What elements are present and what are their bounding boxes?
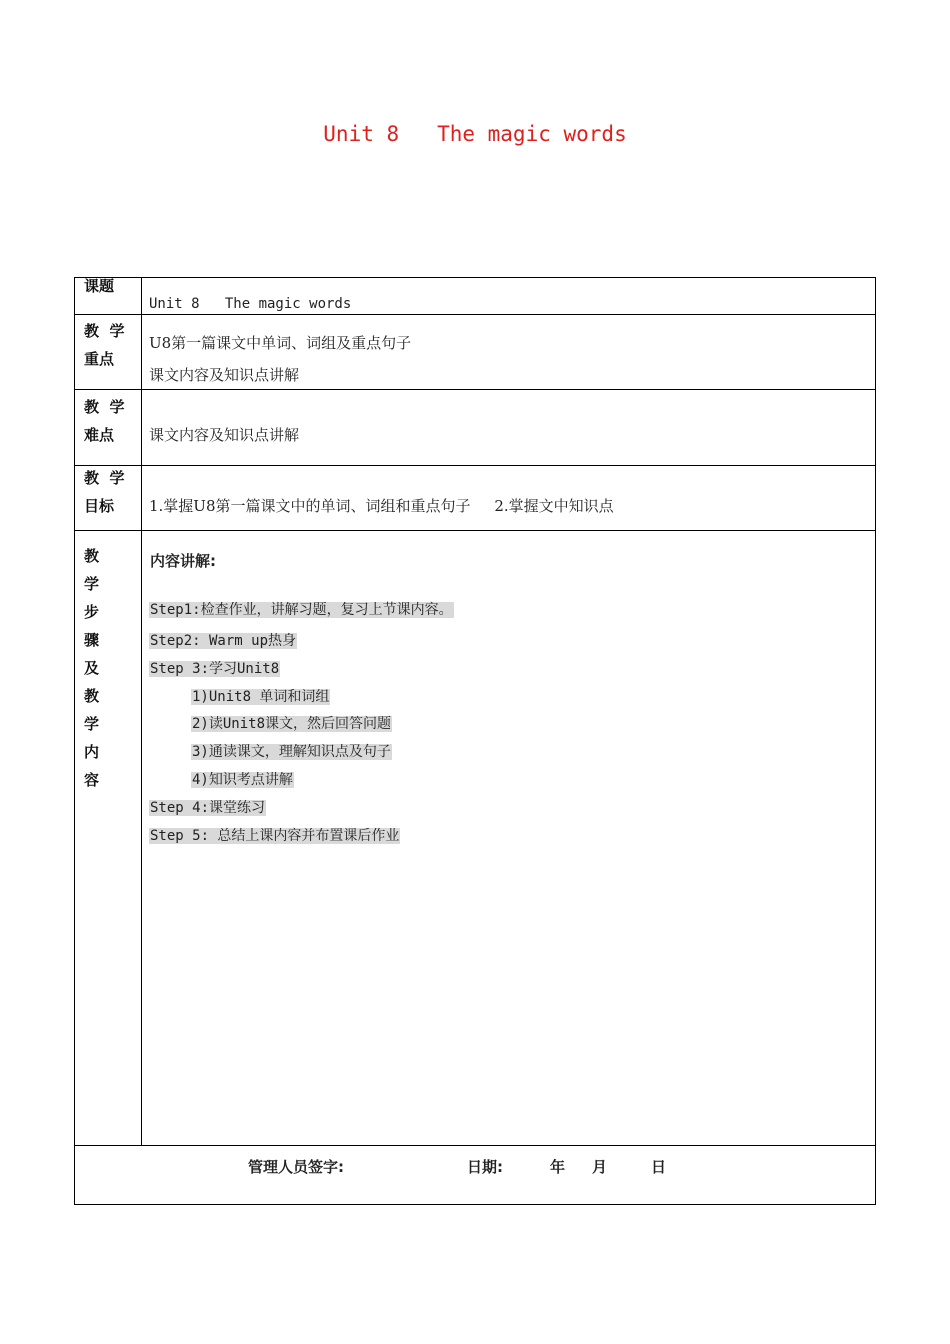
difficulties-label: 教 学 难点 [84,398,125,444]
row-divider [75,1145,875,1146]
procedure-label: 教 学 步 骤 及 教 学 内 容 [84,547,100,789]
key-points-line-1: U8第一篇课文中单词、词组及重点句子 [149,334,412,352]
step-3-sub-3: 3)通读课文，理解知识点及句子 [192,744,391,760]
step-3-sub-2: 2)读Unit8课文，然后回答问题 [192,716,392,732]
objectives-label: 教 学 目标 [84,469,125,515]
document-title: Unit 8 The magic words [323,122,627,146]
objectives-content: 1.掌握U8第一篇课文中的单词、词组和重点句子 2.掌握文中知识点 [149,497,614,515]
key-points-label: 教 学 重点 [84,322,125,368]
step-4: Step 4:课堂练习 [150,800,266,816]
procedure-heading: 内容讲解: [150,552,216,570]
row-divider [75,389,875,390]
key-points-line-2: 课文内容及知识点讲解 [149,366,300,384]
topic-label: 课题 [84,277,115,295]
topic-content: Unit 8 The magic words [149,296,352,312]
step-2: Step2: Warm up热身 [150,633,297,649]
difficulties-content: 课文内容及知识点讲解 [149,426,300,444]
row-divider [75,530,875,531]
month-label: 月 [592,1158,608,1176]
lesson-plan-table [74,277,876,1205]
date-label: 日期: [467,1158,503,1176]
step-3-sub-4: 4)知识考点讲解 [192,772,293,788]
year-label: 年 [550,1158,566,1176]
day-label: 日 [651,1158,667,1176]
signature-label: 管理人员签字: [248,1158,344,1176]
column-divider [141,278,142,1145]
step-3-sub-1: 1)Unit8 单词和词组 [192,689,330,705]
step-5: Step 5: 总结上课内容并布置课后作业 [150,828,400,844]
step-1: Step1:检查作业，讲解习题，复习上节课内容。 [150,602,453,618]
row-divider [75,465,875,466]
step-3: Step 3:学习Unit8 [150,661,280,677]
